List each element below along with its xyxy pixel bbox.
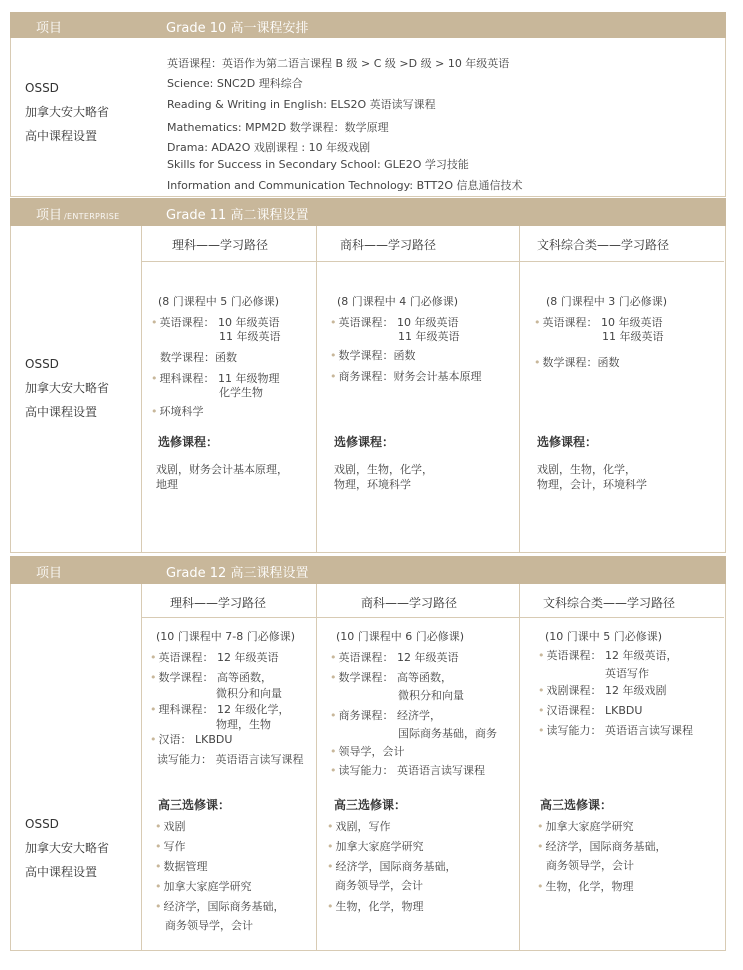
grade11-header xyxy=(10,198,726,226)
header-grade-title: Grade 11 高二课程设置 xyxy=(166,208,309,223)
column-title-liberal-arts: 文科综合类——学习路径 xyxy=(537,238,670,252)
list-item: 化学生物 xyxy=(219,386,263,399)
column-title-liberal-arts: 文科综合类——学习路径 xyxy=(543,596,676,610)
elective-line: 物理，环境科学 xyxy=(334,478,411,491)
column-title-business: 商科——学习路径 xyxy=(340,238,437,252)
list-item: • 数学课程：函数 xyxy=(330,349,416,362)
list-item: 英语写作 xyxy=(605,667,649,680)
label-province: 加拿大安大略省 xyxy=(25,841,110,855)
list-item: • 数学课程： 高等函数， xyxy=(330,671,452,684)
elective-item: 商务领导学，会计 xyxy=(165,919,253,932)
elective-item: • 写作 xyxy=(155,840,186,853)
required-count: (10 门课程中 6 门必修课) xyxy=(336,630,465,643)
required-count: (8 门课程中 5 门必修课) xyxy=(158,295,280,308)
elective-line: 物理，会计，环境科学 xyxy=(537,478,647,491)
elective-line: 地理 xyxy=(156,478,178,491)
grade10-left-label xyxy=(25,76,109,148)
elective-item: • 戏剧 xyxy=(155,820,186,833)
label-course-setting: 高中课程设置 xyxy=(25,405,98,419)
grade10-header xyxy=(10,12,726,38)
list-item: • 英语课程： 10 年级英语 xyxy=(330,316,459,329)
elective-item: • 加拿大家庭学研究 xyxy=(327,840,424,853)
list-item: 国际商务基础，商务 xyxy=(398,727,497,740)
list-item: 11 年级英语 xyxy=(398,330,460,343)
list-item: • 理科课程： 12 年级化学， xyxy=(150,703,290,716)
label-course-setting: 高中课程设置 xyxy=(25,865,98,879)
list-item: • 英语课程： 12 年级英语 xyxy=(150,651,279,664)
list-item: • 环境科学 xyxy=(151,405,204,418)
header-project-label: 项目 xyxy=(36,566,63,581)
list-item: 11 年级英语 xyxy=(219,330,281,343)
label-course-setting: 高中课程设置 xyxy=(25,129,98,143)
grade10-line: Reading & Writing in English: ELS2O 英语读写课程 xyxy=(167,98,436,111)
header-project-label: 项目 xyxy=(36,21,63,36)
column-title-science: 理科——学习路径 xyxy=(172,238,269,252)
elective-item: • 经济学，国际商务基础， xyxy=(155,900,285,913)
label-province: 加拿大安大略省 xyxy=(25,381,110,395)
elective-item: • 经济学，国际商务基础， xyxy=(327,860,457,873)
header-grade-title: Grade 10 高一课程安排 xyxy=(166,21,309,36)
elective-item: • 加拿大家庭学研究 xyxy=(537,820,634,833)
list-item: 11 年级英语 xyxy=(602,330,664,343)
list-item: • 数学课程： 高等函数， xyxy=(150,671,272,684)
grade10-line: 英语课程：英语作为第二语言课程 B 级 > C 级 >D 级 > 10 年级英语 xyxy=(167,57,510,70)
list-item: • 读写能力： 英语语言读写课程 xyxy=(330,764,485,777)
elective-item: • 生物，化学，物理 xyxy=(537,880,634,893)
list-item: • 英语课程： 12 年级英语， xyxy=(538,649,678,662)
grade12-left-label xyxy=(25,812,109,884)
list-item: • 戏剧课程： 12 年级戏剧 xyxy=(538,684,667,697)
required-count: (8 门课程中 4 门必修课) xyxy=(337,295,459,308)
list-item: • 理科课程： 11 年级物理 xyxy=(151,372,280,385)
list-item: • 汉语课程： LKBDU xyxy=(538,704,643,717)
required-count: (10 门课中 5 门必修课) xyxy=(545,630,663,643)
grade10-line: Information and Communication Technology: BTT2O 信息通信技术 xyxy=(167,179,523,192)
elective-line: 戏剧，生物，化学， xyxy=(537,463,636,476)
list-item: 微积分和向量 xyxy=(398,689,464,702)
elective-title: 高三选修课： xyxy=(158,798,231,812)
elective-item: • 加拿大家庭学研究 xyxy=(155,880,252,893)
list-item: • 英语课程： 10 年级英语 xyxy=(534,316,663,329)
elective-line: 戏剧，生物，化学， xyxy=(334,463,433,476)
elective-title: 选修课程： xyxy=(158,435,219,449)
list-item: • 英语课程： 12 年级英语 xyxy=(330,651,459,664)
header-grade-title: Grade 12 高三课程设置 xyxy=(166,566,309,581)
label-ossd: OSSD xyxy=(25,817,59,831)
elective-title: 高三选修课： xyxy=(540,798,613,812)
grade10-line: Mathematics: MPM2D 数学课程：数学原理 xyxy=(167,121,389,134)
grade10-line: Science: SNC2D 理科综合 xyxy=(167,77,303,90)
header-project-label: 项目 /ENTERPRISE xyxy=(36,208,120,223)
grade10-line: Skills for Success in Secondary School: GLE2O 学习技能 xyxy=(167,158,469,171)
elective-title: 选修课程： xyxy=(537,435,598,449)
elective-item: • 数据管理 xyxy=(155,860,208,873)
list-item: 数学课程：函数 xyxy=(160,351,237,364)
label-ossd: OSSD xyxy=(25,357,59,371)
elective-title: 高三选修课： xyxy=(334,798,407,812)
required-count: (8 门课程中 3 门必修课) xyxy=(546,295,668,308)
column-title-business: 商科——学习路径 xyxy=(361,596,458,610)
elective-item: • 经济学，国际商务基础， xyxy=(537,840,667,853)
grade11-body xyxy=(10,226,726,553)
elective-title: 选修课程： xyxy=(334,435,395,449)
list-item: 读写能力： 英语语言读写课程 xyxy=(157,753,304,766)
list-item: • 数学课程：函数 xyxy=(534,356,620,369)
required-count: (10 门课程中 7-8 门必修课) xyxy=(156,630,296,643)
grade10-line: Drama: ADA2O 戏剧课程 : 10 年级戏剧 xyxy=(167,141,371,154)
column-title-science: 理科——学习路径 xyxy=(170,596,267,610)
grade12-header xyxy=(10,556,726,584)
list-item: 物理，生物 xyxy=(216,718,271,731)
list-item: • 汉语： LKBDU xyxy=(150,733,233,746)
elective-item: 商务领导学，会计 xyxy=(546,859,634,872)
elective-item: 商务领导学，会计 xyxy=(335,879,423,892)
elective-line: 戏剧，财务会计基本原理， xyxy=(156,463,288,476)
label-ossd: OSSD xyxy=(25,81,59,95)
list-item: • 领导学，会计 xyxy=(330,745,405,758)
elective-item: • 戏剧，写作 xyxy=(327,820,391,833)
elective-item: • 生物，化学，物理 xyxy=(327,900,424,913)
list-item: • 英语课程： 10 年级英语 xyxy=(151,316,280,329)
list-item: • 读写能力： 英语语言读写课程 xyxy=(538,724,693,737)
list-item: • 商务课程： 经济学， xyxy=(330,709,441,722)
list-item: 微积分和向量 xyxy=(216,687,282,700)
list-item: • 商务课程：财务会计基本原理 xyxy=(330,370,482,383)
grade11-left-label xyxy=(25,352,109,424)
label-province: 加拿大安大略省 xyxy=(25,105,110,119)
